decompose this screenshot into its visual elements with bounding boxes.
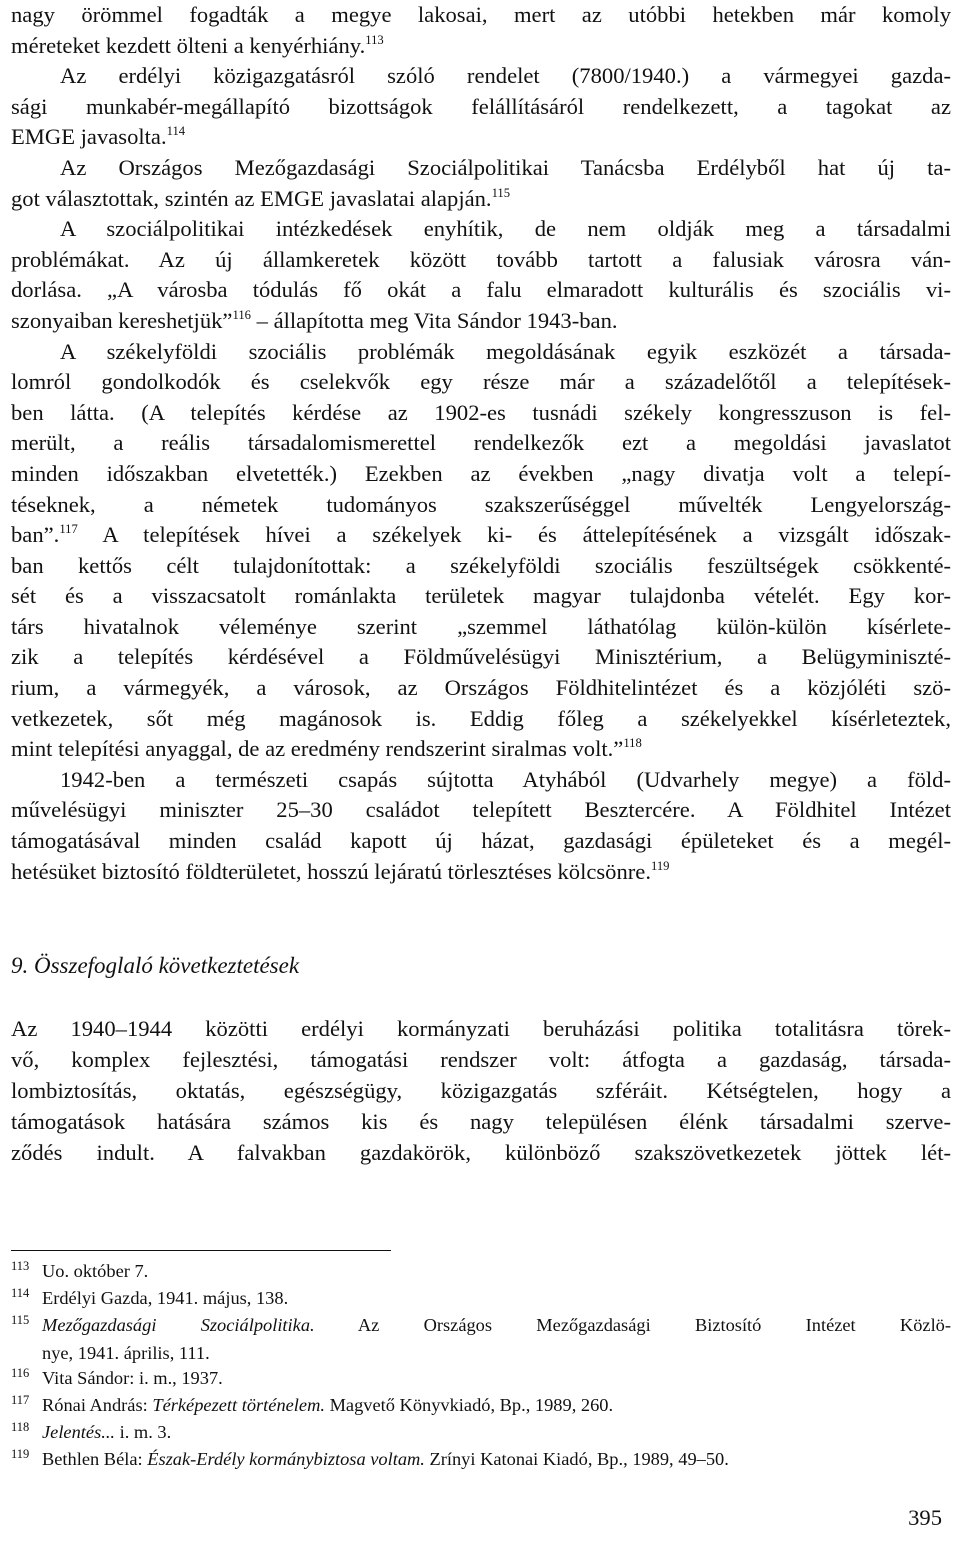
conclusion-line (11, 1044, 951, 1075)
body-line (11, 428, 951, 459)
footnote-italic-title: Mezőgazdasági Szociálpolitika. (42, 1315, 315, 1336)
body-line-text: A szociálpolitikai intézkedések enyhítik, de nem oldják meg a társadalmi (60, 216, 951, 242)
footnote-text: Erdélyi Gazda, 1941. május, 138. (42, 1288, 289, 1309)
conclusion-line (11, 1075, 951, 1106)
body-line (11, 551, 951, 582)
conclusion-line-text: vő, komplex fejlesztési, támogatási rendszer volt: átfogta a gazdaság, társada- (11, 1047, 951, 1072)
body-line (11, 398, 951, 429)
body-line (11, 31, 951, 62)
footnote-114 (11, 1286, 951, 1313)
body-line (11, 153, 951, 184)
footnote-117 (11, 1393, 951, 1420)
footnote-reference[interactable]: 115 (491, 185, 511, 200)
body-line (11, 459, 951, 490)
body-line-text: méreteket kezdett ölteni a kenyérhiány. (11, 32, 366, 58)
footnote-author: Bethlen Béla: (42, 1449, 148, 1470)
body-line-text: – állapította meg Vita Sándor 1943-ban. (250, 307, 618, 333)
body-line-text: minden időszakban elvetették.) Ezekben az években „nagy divatja volt a telepí- (11, 460, 951, 486)
body-line-text: A székelyföldi szociális problémák megoldásának egyik eszközét a társada- (60, 338, 951, 364)
body-line (11, 704, 951, 735)
body-line-text: sági munkabér-megállapító bizottságok felállításáról rendelkezett, a tagokat az (11, 93, 951, 119)
body-line-text: nagy örömmel fogadták a megye lakosai, mert az utóbbi hetekben már komoly (11, 2, 951, 27)
footnote-number: 116 (11, 1365, 30, 1380)
conclusion-line (11, 1106, 951, 1137)
body-line-text: művelésügyi miniszter 25–30 családot telepített Besztercére. A Földhitel Intézet (11, 797, 951, 823)
footnote-rest: Zrínyi Katonai Kiadó, Bp., 1989, 49–50. (424, 1449, 729, 1470)
conclusion-line-text: Az 1940–1944 közötti erdélyi kormányzati beruházási politika totalitásra törek- (11, 1016, 951, 1041)
footnote-text (42, 1313, 951, 1338)
body-line-text: társ hivatalnok véleménye szerint „szemmel láthatólag külön-külön kísérlete- (11, 613, 951, 639)
body-line (11, 184, 951, 215)
body-line (11, 765, 951, 796)
body-line-text: mint telepítési anyaggal, de az eredmény rendszerint siralmas volt.” (11, 736, 624, 762)
body-line (11, 857, 951, 888)
footnote-line (42, 1313, 951, 1338)
footnote-text: Vita Sándor: i. m., 1937. (42, 1367, 223, 1388)
body-line-text: lomról gondolkodók és cselekvők egy része már a századelőtől a telepítések- (11, 369, 951, 395)
footnote-italic-title: Észak-Erdély kormánybiztosa voltam. (147, 1449, 425, 1470)
body-line (11, 337, 951, 368)
body-line (11, 92, 951, 123)
footnote-text (42, 1393, 951, 1418)
footnote-number: 119 (11, 1447, 30, 1462)
body-line-text: hetésüket biztosító földterületet, hosszú lejáratú törlesztéses kölcsönre. (11, 858, 651, 884)
body-line (11, 734, 951, 765)
body-line (11, 795, 951, 826)
conclusion-paragraph (11, 1013, 951, 1168)
body-line-text: támogatásával minden család kapott új házat, gazdasági épületeket és a megél- (11, 828, 951, 854)
body-line (11, 581, 951, 612)
body-line-text: EMGE javasolta. (11, 124, 167, 150)
footnote-rest: i. m. 3. (115, 1422, 172, 1443)
body-line (11, 520, 951, 551)
footnote-rest: Az Országos Mezőgazdasági Biztosító Intézet Közlö- (314, 1315, 952, 1336)
body-line (11, 306, 951, 337)
conclusion-line-text: lombiztosítás, oktatás, egészségügy, közigazgatás szféráit. Kétségtelen, hogy a (11, 1078, 951, 1103)
body-line (11, 214, 951, 245)
body-line (11, 826, 951, 857)
body-line-text: Az Országos Mezőgazdasági Szociálpolitikai Tanácsba Erdélyből hat új ta- (60, 154, 951, 180)
body-line-text: zik a telepítés kérdésével a Földművelésügyi Minisztérium, a Belügyminiszté- (11, 644, 951, 670)
footnote-reference[interactable]: 114 (166, 124, 186, 139)
footnote-number: 117 (11, 1393, 30, 1408)
page-number: 395 (908, 1505, 942, 1530)
footnote-reference[interactable]: 116 (232, 308, 251, 323)
footnotes (11, 1259, 951, 1475)
body-line (11, 275, 951, 306)
footnote-115 (11, 1313, 951, 1340)
body-line (11, 612, 951, 643)
footnote-reference[interactable]: 113 (365, 32, 384, 47)
body-line (11, 0, 951, 31)
footnote-text (42, 1420, 951, 1445)
conclusion-line (11, 1013, 951, 1044)
body-line-text: ban”. (11, 522, 60, 548)
body-line (11, 122, 951, 153)
conclusion-line (11, 1137, 951, 1168)
conclusion-line-text: támogatások hatására számos kis és nagy településen élénk társadalmi szerve- (11, 1109, 951, 1134)
footnote-115-continuation (11, 1341, 951, 1366)
footnote-text: Uo. október 7. (42, 1261, 149, 1281)
footnote-number: 115 (11, 1313, 30, 1328)
footnote-113 (11, 1259, 951, 1286)
body-line-text: dorlása. „A városba tódulás fő okát a falu elmaradott kulturális és szociális vi- (11, 277, 951, 303)
body-line (11, 245, 951, 276)
footnote-number: 114 (11, 1286, 30, 1301)
body-line-text: merült, a reális társadalomismerettel rendelkezők ezt a megoldási javaslatot (11, 430, 951, 456)
body-line-text: got választottak, szintén az EMGE javaslatai alapján. (11, 185, 492, 211)
body-line-text: vetkezetek, sőt még magánosok is. Eddig főleg a székelyekkel kísérleteztek, (11, 705, 951, 731)
section-title: Összefoglaló következtetések (34, 953, 300, 978)
conclusion-line-text: ződés indult. A falvakban gazdakörök, különböző szakszövetkezetek jöttek lét- (11, 1140, 951, 1165)
body-line-text: sét és a visszacsatolt románlakta területek magyar tulajdonba vételét. Egy kor- (11, 583, 951, 609)
body-line (11, 367, 951, 398)
body-line-text: téseknek, a németek tudományos szakszerűséggel művelték Lengyelország- (11, 491, 951, 517)
body-line-text: ban kettős célt tulajdonítottak: a székelyföldi szociális feszültségek csökkenté- (11, 552, 951, 578)
body-line-text: 1942-ben a természeti csapás sújtotta Atyhából (Udvarhely megye) a föld- (60, 766, 951, 792)
body-line (11, 673, 951, 704)
body-line (11, 490, 951, 521)
body-line (11, 61, 951, 92)
footnote-italic-title: Jelentés... (42, 1422, 116, 1443)
footnote-italic-title: Térképezett történelem. (152, 1395, 325, 1416)
footnote-number: 118 (11, 1420, 30, 1435)
footnote-rest: Magvető Könyvkiadó, Bp., 1989, 260. (324, 1395, 614, 1416)
footnote-119 (11, 1447, 951, 1474)
footnote-116 (11, 1366, 951, 1393)
body-line-text: ben látta. (A telepítés kérdése az 1902-es tusnádi székely kongresszuson is fel- (11, 399, 951, 425)
footnote-number: 113 (11, 1259, 30, 1273)
footnote-118 (11, 1420, 951, 1447)
body-text (11, 0, 951, 887)
body-line-text: problémákat. Az új államkeretek között tovább tartott a falusiak városra ván- (11, 246, 951, 272)
footnote-author: Rónai András: (42, 1395, 153, 1416)
footnote-reference[interactable]: 118 (623, 736, 642, 751)
footnote-separator (11, 1250, 391, 1251)
footnote-text: nye, 1941. április, 111. (42, 1342, 210, 1363)
body-line-text: Az erdélyi közigazgatásról szóló rendelet (7800/1940.) a vármegyei gazda- (60, 63, 951, 89)
section-heading (11, 951, 299, 981)
footnote-text (42, 1447, 951, 1472)
footnote-reference[interactable]: 117 (59, 522, 78, 537)
footnote-reference[interactable]: 119 (650, 858, 670, 873)
body-line-text: A telepítések hívei a székelyek ki- és áttelepítésének a vizsgált időszak- (77, 522, 951, 548)
body-line-text: rium, a vármegyék, a városok, az Országos Földhitelintézet és a közjóléti szö- (11, 675, 951, 701)
body-line (11, 642, 951, 673)
section-number: 9. (11, 953, 29, 978)
body-line-text: szonyaiban kereshetjük” (11, 307, 233, 333)
